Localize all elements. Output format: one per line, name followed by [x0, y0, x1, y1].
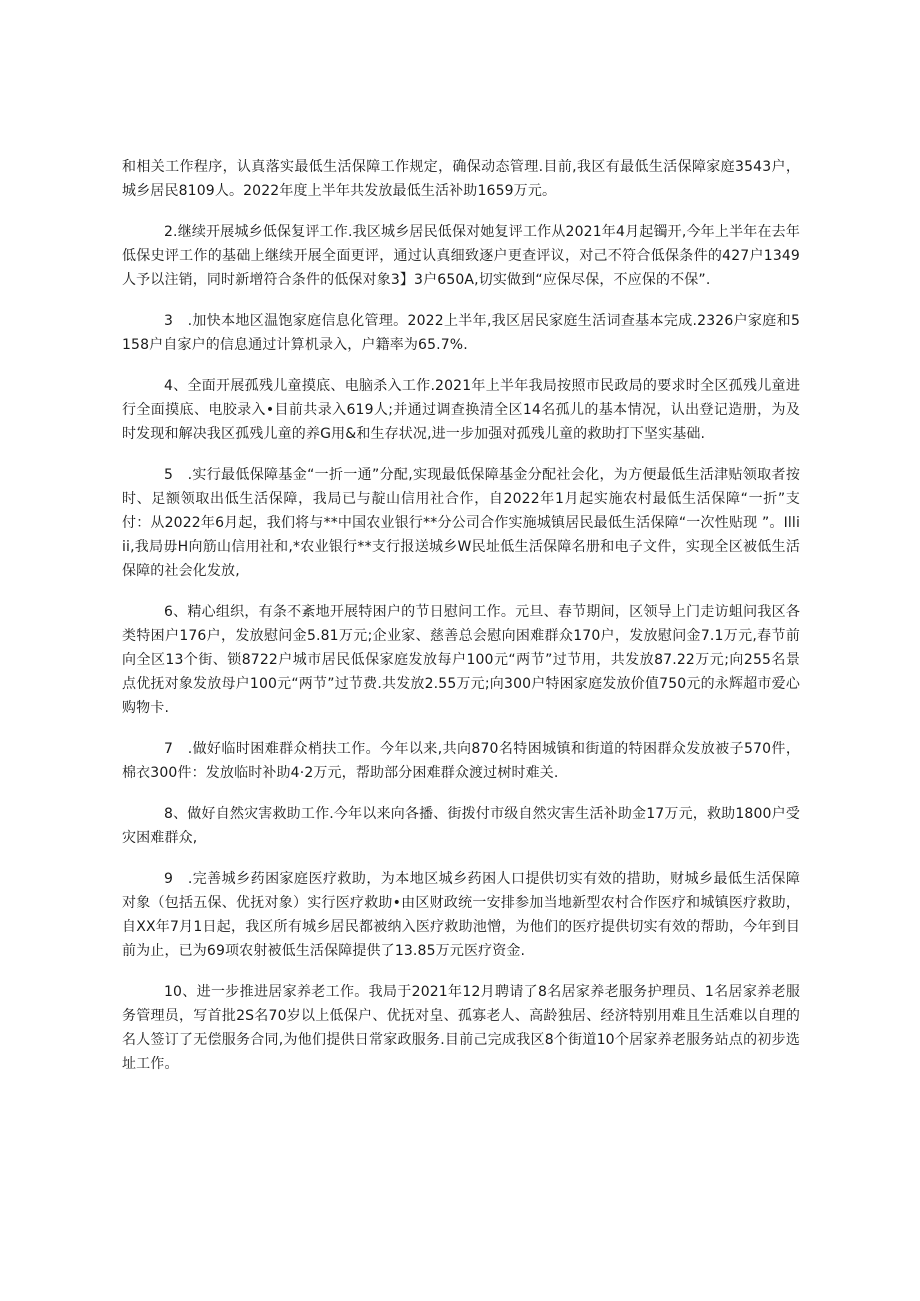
paragraph-intro: 和相关工作程序，认真落实最低生活保障工作规定，确保动态管理.目前,我区有最低生活保障家庭3543户，城乡居民8109人。2022年度上半年共发放最低生活补助1659万元。	[122, 159, 800, 199]
paragraph-item-6: 6、精心组织，有条不紊地开展特困户的节日慰问工作。元旦、春节期间，区领导上门走访蛆问我区各类特困户176户，发放慰问金5.81万元;企业家、慈善总会慰向困难群众170户，发放慰问金7.1万元,春节前向全区13个街、锁8722户城市居民低保家庭发放每户100元“两节”过节用，共发放87.22万元;向255名景点优抚对象发放母户100元“两节”过节费.共发放2.55万元;向300户特困家庭发放价值750元的永辉超市爱心购物卡.	[122, 604, 800, 716]
paragraph-item-5: 5 .实行最低保障基金“一折一通”分配,实现最低保障基金分配社会化，为方便最低生活津贴领取者按时、足额领取出低生活保障，我局已与靛山信用社合作，自2022年1月起实施农村最低生活保障“一折”支付：从2022年6月起，我们将与**中国农业银行**分公司合作实施城镇居民最低生活保障“一次性贴现 ”。Illiii,我局毋H向筋山信用社和,*农业银行**支行报送城乡W民址低生活保障名册和电子文件，实现全区被低生活保障的社会化发放,	[122, 467, 800, 579]
document-body	[122, 155, 800, 1093]
paragraph-item-7: 7 .做好临时困难群众梢扶工作。今年以来,共向870名特困城镇和街道的特困群众发放被子570件，棉衣300件：发放临时补助4·2万元，帮助部分困难群众渡过树时难关.	[122, 741, 800, 781]
paragraph-item-8: 8、做好自然灾害救助工作.今年以来向各播、街拨付市级自然灾害生活补助金17万元，救助1800户受灾困难群众,	[122, 806, 800, 846]
paragraph-item-10: 10、进一步推进居家养老工作。我局于2021年12月聘请了8名居家养老服务护理员、1名居家养老服务管理员，写首批2S名70岁以上低保户、优抚对皇、孤寡老人、高龄独居、经济特别用难且生活难以自理的名人签订了无偿服务合同,为他们提供日常家政服务.目前己完成我区8个街道10个居家养老服务站点的初步选址工作。	[122, 984, 800, 1072]
paragraph-item-3: 3 .加快本地区温饱家庭信息化管理。2022上半年,我区居民家庭生活词查基本完成.2326户家庭和5158户自家户的信息通过计算机录入，户籍率为65.7%.	[122, 313, 800, 353]
paragraph-item-9: 9 .完善城乡药困家庭医疗救助，为本地区城乡药困人口提供切实有效的措助，财城乡最低生活保障对象（包括五保、优抚对象）实行医疗救助•由区财政统一安排参加当地新型农村合作医疗和城镇医疗救助，自XX年7月1日起，我区所有城乡居民都被纳入医疗救助池憎，为他们的医疗提供切实有效的帮助，今年到目前为止，已为69项农射被低生活保障提供了13.85万元医疗资金.	[122, 871, 800, 959]
paragraph-item-2: 2.继续开展城乡低保复评工作.我区城乡居民低保对她复评工作从2021年4月起镯开,今年上半年在去年低保史评工作的基础上继续开展全面更评，通过认真细致逐户更查评议，对己不符合低保条件的427户1349人予以注销，同时新增符合条件的低保对象3】3户650A,切实做到“应保尽保，不应保的不保”.	[122, 224, 800, 288]
paragraph-item-4: 4、全面开展孤残儿童摸底、电脑杀入工作.2021年上半年我局按照市民政局的要求时全区孤残儿童进行全面摸底、电胶录入•目前共录入619人;并通过调查换清全区14名孤儿的基本情况，认出登记造册，为及时发现和解决我区孤残儿童的养G用&和生存状况,进一步加强对孤残儿童的救助打下坚实基础.	[122, 378, 800, 442]
